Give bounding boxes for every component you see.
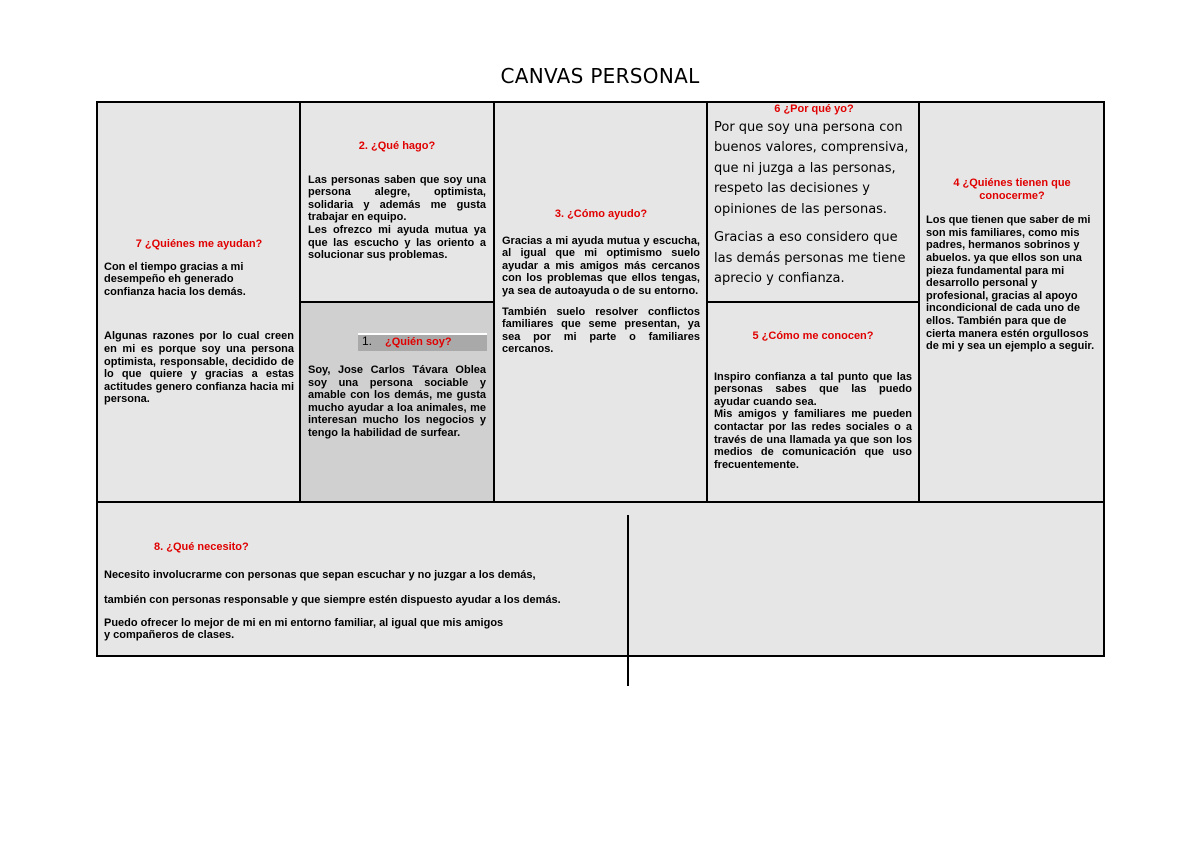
section-text: También suelo resolver conflictos familiares que seme presentan, ya sea por mi parte o familiares cercanos. <box>502 305 700 356</box>
section-heading: 6 ¿Por qué yo? <box>774 103 854 115</box>
section-heading: 3. ¿Cómo ayudo? <box>554 208 648 220</box>
section-text: también con personas responsable y que siempre estén dispuesto ayudar a los demás. <box>104 594 561 607</box>
section-text: Soy, Jose Carlos Távara Oblea soy una persona sociable y amable con los demás, me gusta mucho ayudar a loa animales, me interesan mucho los negocios y tengo la habilidad de surfear. <box>308 364 486 439</box>
section-heading: 2. ¿Qué hago? <box>358 140 436 152</box>
section-como-me-conocen <box>714 330 912 471</box>
section-heading: 7 ¿Quiénes me ayudan? <box>135 238 263 250</box>
divider <box>707 301 919 303</box>
divider <box>300 301 494 303</box>
section-quien-soy <box>308 364 486 440</box>
section-text: Necesito involucrarme con personas que sepan escuchar y no juzgar a los demás, <box>104 568 536 581</box>
section-text: Les ofrezco mi ayuda mutua ya que las escucho y las oriento a solucionar sus problemas. <box>308 223 486 262</box>
section-heading: 8. ¿Qué necesito? <box>154 541 249 553</box>
divider <box>627 515 629 686</box>
section-que-hago <box>308 140 486 262</box>
section-text: Los que tienen que saber de mi son mis familiares, como mis padres, hermanos sobrinos y abuelos. ya que ellos son una pieza fundamental para mi desarrollo personal y profesional, gracias al apoyo incondicional de cada uno de ellos. También para que de cierta manera estén orgullosos de mi y sea un ejemplo a seguir. <box>926 214 1095 353</box>
section-text: Gracias a eso considero que las demás personas me tiene aprecio y confianza. <box>714 230 906 287</box>
section-text: Inspiro confianza a tal punto que las personas sabes que las puedo ayudar cuando sea. <box>714 370 912 408</box>
section-quienes-me-ayudan <box>104 238 294 406</box>
page-title: CANVAS PERSONAL <box>500 64 700 88</box>
section-text: Algunas razones por lo cual creen en mi es porque soy una persona optimista, responsable, decidido de lo que quiere y gracias a estas actitudes genero confianza hacia mi persona. <box>104 330 294 406</box>
section-text: Mis amigos y familiares me pueden contactar por las redes sociales o a través de una llamada ya que son los medios de comunicación que uso frecuentemente. <box>714 408 912 471</box>
section-por-que-yo <box>714 103 914 290</box>
section-number: 1. <box>362 334 373 348</box>
section-heading: ¿Quién soy? <box>385 336 452 348</box>
section-quienes-tienen-que-conocerme <box>926 177 1098 353</box>
section-text: Gracias a mi ayuda mutua y escucha, al igual que mi optimismo suelo ayudar a mis amigos más cercanos con los problemas que ellos tengas, ya sea de autoayuda o de su entorno. <box>502 234 700 297</box>
section-como-ayudo <box>502 208 700 356</box>
section-text: Por que soy una persona con buenos valores, comprensiva, que ni juzga a las personas, respeto las decisiones y opiniones de las personas. <box>714 119 909 217</box>
section-que-necesito <box>104 541 624 642</box>
section-heading: 5 ¿Cómo me conocen? <box>752 330 874 342</box>
section-text: Con el tiempo gracias a mi desempeño eh generado confianza hacia los demás. <box>104 260 246 298</box>
section-text: Puedo ofrecer lo mejor de mi en mi entorno familiar, al igual que mis amigos y compañeros de clases. <box>104 616 504 642</box>
section-heading: 4 ¿Quiénes tienen que conocerme? <box>953 177 1071 202</box>
section-text: Las personas saben que soy una persona alegre, optimista, solidaria y además me gusta trabajar en equipo. <box>308 173 486 224</box>
